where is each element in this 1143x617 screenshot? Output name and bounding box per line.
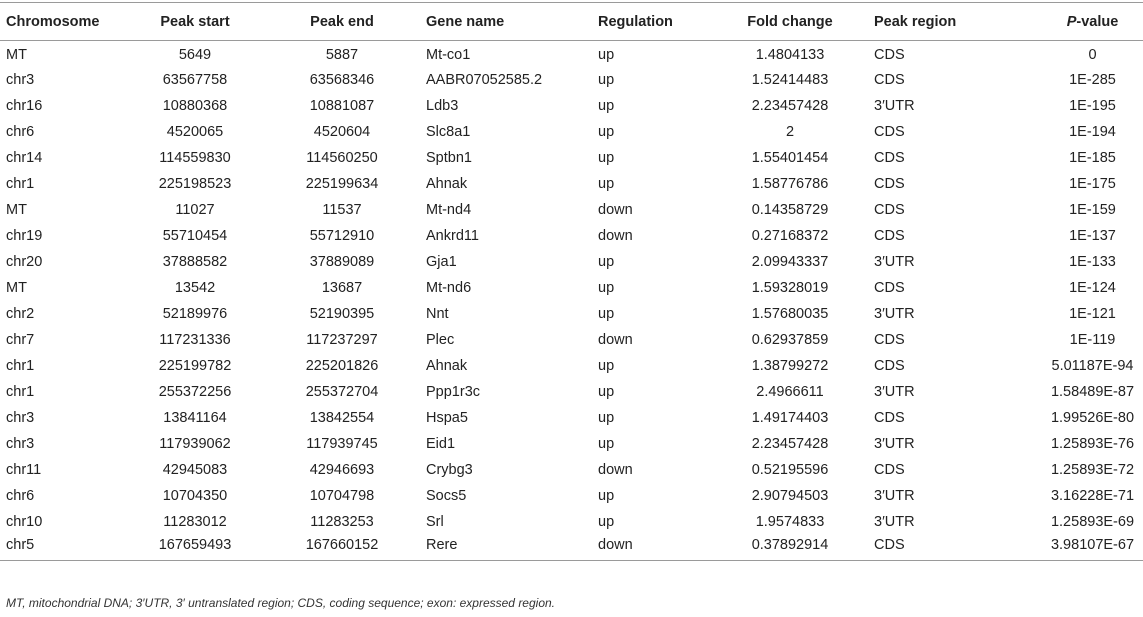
cell-chromosome: MT xyxy=(6,279,27,296)
cell-peak-end: 10704798 xyxy=(309,487,375,504)
header-fold-change: Fold change xyxy=(710,3,870,41)
cell-peak-region: CDS xyxy=(874,123,905,140)
cell-regulation: up xyxy=(598,175,615,192)
table-row xyxy=(0,379,1143,405)
cell-pvalue: 1E-185 xyxy=(1069,149,1116,166)
cell-fold-change: 2 xyxy=(785,123,795,140)
cell-regulation: up xyxy=(598,97,615,114)
cell-fold-change: 0.52195596 xyxy=(751,461,829,478)
cell-chromosome: chr14 xyxy=(6,149,43,166)
cell-peak-end: 11537 xyxy=(322,201,362,218)
cell-regulation: up xyxy=(598,409,615,426)
table-row xyxy=(0,457,1143,483)
cell-peak-end: 167660152 xyxy=(272,535,412,561)
cell-peak-end: 117237297 xyxy=(306,331,378,348)
cell-peak-end: 225201826 xyxy=(305,357,379,374)
cell-regulation: up xyxy=(598,305,615,322)
cell-gene-name: Srl xyxy=(426,513,444,530)
cell-chromosome: chr10 xyxy=(6,513,43,530)
cell-chromosome: chr1 xyxy=(6,357,35,374)
cell-peak-end: 225199634 xyxy=(305,175,379,192)
cell-peak-region: 3′UTR xyxy=(874,435,915,452)
header-chromosome: Chromosome xyxy=(0,3,118,41)
cell-peak-region: CDS xyxy=(874,357,905,374)
cell-regulation: down xyxy=(598,201,633,218)
cell-peak-end: 42946693 xyxy=(309,461,375,478)
cell-chromosome: chr1 xyxy=(6,175,35,192)
cell-fold-change: 2.4966611 xyxy=(756,383,824,400)
table-row xyxy=(0,301,1143,327)
cell-peak-end: 4520604 xyxy=(313,123,371,140)
cell-peak-region: 3′UTR xyxy=(874,383,915,400)
cell-regulation: down xyxy=(594,535,710,561)
cell-pvalue: 1E-119 xyxy=(1069,331,1116,348)
header-regulation: Regulation xyxy=(594,3,710,41)
cell-gene-name: Ankrd11 xyxy=(426,227,479,244)
cell-gene-name: Nnt xyxy=(426,305,449,322)
cell-peak-region: CDS xyxy=(874,149,905,166)
cell-peak-region: 3′UTR xyxy=(874,97,915,114)
cell-peak-end: 37889089 xyxy=(309,253,375,270)
cell-chromosome: chr11 xyxy=(6,461,42,478)
table-row xyxy=(0,249,1143,275)
cell-pvalue: 1.25893E-72 xyxy=(1050,461,1135,478)
cell-fold-change: 0.37892914 xyxy=(710,535,870,561)
cell-peak-region: CDS xyxy=(874,175,905,192)
cell-chromosome: chr3 xyxy=(6,435,35,452)
cell-peak-start: 37888582 xyxy=(162,253,228,270)
cell-peak-end: 5887 xyxy=(325,47,359,64)
table-row xyxy=(0,67,1143,93)
cell-peak-end: 10881087 xyxy=(309,97,375,114)
cell-peak-start: 55710454 xyxy=(162,227,228,244)
cell-gene-name: Eid1 xyxy=(426,435,456,452)
cell-chromosome: chr19 xyxy=(6,227,43,244)
cell-fold-change: 1.59328019 xyxy=(751,279,829,296)
cell-peak-region: CDS xyxy=(874,279,905,296)
cell-regulation: up xyxy=(598,149,615,166)
cell-peak-start: 11027 xyxy=(175,201,215,218)
cell-peak-region: 3′UTR xyxy=(874,253,915,270)
cell-peak-region: 3′UTR xyxy=(874,305,915,322)
header-pvalue xyxy=(1004,3,1143,41)
cell-regulation: up xyxy=(598,279,615,296)
cell-pvalue: 1E-285 xyxy=(1069,71,1116,88)
table-row xyxy=(0,405,1143,431)
cell-gene-name: Hspa5 xyxy=(426,409,468,426)
cell-peak-region: CDS xyxy=(874,227,905,244)
cell-peak-region: CDS xyxy=(870,535,1004,561)
cell-regulation: up xyxy=(598,123,615,140)
cell-regulation: up xyxy=(598,383,615,400)
cell-peak-region: CDS xyxy=(874,461,905,478)
table-row xyxy=(0,145,1143,171)
table-row xyxy=(0,431,1143,457)
cell-gene-name: Mt-nd4 xyxy=(426,201,472,218)
cell-peak-start: 63567758 xyxy=(162,71,228,88)
cell-gene-name: Mt-co1 xyxy=(426,47,471,64)
cell-peak-end: 11283253 xyxy=(310,513,374,530)
cell-gene-name: Slc8a1 xyxy=(426,123,471,140)
header-peak-start: Peak start xyxy=(118,3,272,41)
table-footnote: MT, mitochondrial DNA; 3′UTR, 3′ untranslated region; CDS, coding sequence; exon: expressed region. xyxy=(6,596,556,610)
cell-peak-end: 114560250 xyxy=(306,149,378,166)
header-peak-region: Peak region xyxy=(870,3,1004,41)
peaks-table xyxy=(0,2,1143,561)
cell-peak-end: 55712910 xyxy=(309,227,375,244)
cell-pvalue: 1E-124 xyxy=(1069,279,1116,296)
cell-peak-start: 114559830 xyxy=(159,149,231,166)
cell-peak-region: CDS xyxy=(874,47,905,64)
cell-chromosome: MT xyxy=(6,47,27,64)
cell-gene-name: Plec xyxy=(426,331,455,348)
table-row xyxy=(0,509,1143,535)
cell-pvalue: 1.25893E-69 xyxy=(1050,513,1135,530)
cell-fold-change: 1.55401454 xyxy=(751,149,829,166)
cell-peak-end: 63568346 xyxy=(309,71,375,88)
cell-pvalue: 1E-195 xyxy=(1069,97,1116,114)
cell-gene-name: Ldb3 xyxy=(426,97,459,114)
cell-regulation: up xyxy=(598,253,615,270)
table-header xyxy=(0,3,1143,41)
cell-regulation: up xyxy=(598,435,615,452)
cell-pvalue: 3.16228E-71 xyxy=(1050,487,1135,504)
cell-fold-change: 0.62937859 xyxy=(751,331,829,348)
table-row xyxy=(0,119,1143,145)
table-row xyxy=(0,275,1143,301)
cell-gene-name: Gja1 xyxy=(426,253,457,270)
cell-pvalue: 1E-121 xyxy=(1069,305,1116,322)
cell-fold-change: 1.57680035 xyxy=(751,305,829,322)
header-row xyxy=(0,3,1143,41)
cell-peak-region: CDS xyxy=(874,331,905,348)
header-pvalue-letter: P xyxy=(1066,13,1077,30)
cell-regulation: down xyxy=(598,461,633,478)
table-row xyxy=(0,171,1143,197)
table-row xyxy=(0,327,1143,353)
cell-gene-name: Sptbn1 xyxy=(426,149,472,166)
cell-gene-name: Crybg3 xyxy=(426,461,473,478)
cell-pvalue: 1E-137 xyxy=(1069,227,1116,244)
cell-regulation: down xyxy=(598,227,633,244)
cell-peak-end: 117939745 xyxy=(306,435,378,452)
cell-peak-end: 255372704 xyxy=(305,383,379,400)
cell-pvalue: 1E-175 xyxy=(1069,175,1116,192)
table-row xyxy=(0,223,1143,249)
cell-chromosome: chr16 xyxy=(6,97,43,114)
cell-pvalue: 1.58489E-87 xyxy=(1050,383,1135,400)
cell-chromosome: chr7 xyxy=(6,331,35,348)
cell-fold-change: 1.49174403 xyxy=(751,409,829,426)
cell-fold-change: 1.58776786 xyxy=(751,175,829,192)
cell-chromosome: chr6 xyxy=(6,123,35,140)
table-row xyxy=(0,41,1143,67)
cell-gene-name: Ahnak xyxy=(426,357,468,374)
cell-pvalue: 1E-194 xyxy=(1069,123,1116,140)
cell-gene-name: AABR07052585.2 xyxy=(426,71,543,88)
cell-peak-start: 10704350 xyxy=(162,487,228,504)
cell-peak-region: CDS xyxy=(874,71,905,88)
cell-fold-change: 2.09943337 xyxy=(751,253,829,270)
cell-fold-change: 2.23457428 xyxy=(751,435,829,452)
cell-peak-start: 167659493 xyxy=(118,535,272,561)
cell-peak-start: 11283012 xyxy=(163,513,227,530)
cell-chromosome: chr3 xyxy=(6,71,35,88)
cell-pvalue: 1E-133 xyxy=(1069,253,1116,270)
cell-chromosome: chr20 xyxy=(6,253,43,270)
header-pvalue-rest: -value xyxy=(1076,13,1119,30)
cell-fold-change: 2.23457428 xyxy=(751,97,829,114)
cell-peak-region: CDS xyxy=(874,201,905,218)
cell-peak-start: 52189976 xyxy=(162,305,228,322)
cell-gene-name: Rere xyxy=(412,535,594,561)
cell-pvalue: 0 xyxy=(1088,47,1097,64)
cell-gene-name: Ahnak xyxy=(426,175,468,192)
cell-pvalue: 5.01187E-94 xyxy=(1051,357,1134,374)
cell-peak-end: 13687 xyxy=(321,279,363,296)
cell-gene-name: Socs5 xyxy=(426,487,467,504)
cell-peak-start: 13841164 xyxy=(163,409,227,426)
header-peak-end: Peak end xyxy=(272,3,412,41)
cell-peak-region: CDS xyxy=(874,409,905,426)
cell-peak-start: 13542 xyxy=(174,279,216,296)
cell-regulation: up xyxy=(598,513,615,530)
cell-fold-change: 0.27168372 xyxy=(751,227,829,244)
cell-peak-start: 117231336 xyxy=(159,331,231,348)
cell-peak-start: 10880368 xyxy=(162,97,228,114)
cell-peak-region: 3′UTR xyxy=(874,513,915,530)
cell-chromosome: chr6 xyxy=(6,487,35,504)
table-body xyxy=(0,41,1143,561)
cell-regulation: up xyxy=(598,71,615,88)
cell-regulation: up xyxy=(598,47,615,64)
cell-fold-change: 1.38799272 xyxy=(751,357,829,374)
cell-chromosome: MT xyxy=(6,201,27,218)
cell-chromosome: chr3 xyxy=(6,409,35,426)
cell-chromosome: chr1 xyxy=(6,383,35,400)
cell-regulation: up xyxy=(598,487,615,504)
cell-chromosome: chr2 xyxy=(6,305,35,322)
cell-pvalue: 3.98107E-67 xyxy=(1004,535,1143,561)
cell-peak-start: 225199782 xyxy=(158,357,232,374)
cell-peak-start: 5649 xyxy=(178,47,212,64)
cell-fold-change: 1.4804133 xyxy=(755,47,825,64)
table-row xyxy=(0,353,1143,379)
cell-fold-change: 1.52414483 xyxy=(751,71,829,88)
cell-peak-end: 13842554 xyxy=(309,409,375,426)
cell-fold-change: 1.9574833 xyxy=(755,513,825,530)
cell-peak-start: 42945083 xyxy=(162,461,228,478)
header-gene-name: Gene name xyxy=(412,3,594,41)
cell-pvalue: 1.25893E-76 xyxy=(1050,435,1135,452)
cell-peak-end: 52190395 xyxy=(309,305,375,322)
cell-fold-change: 2.90794503 xyxy=(751,487,829,504)
cell-gene-name: Mt-nd6 xyxy=(426,279,472,296)
cell-peak-start: 225198523 xyxy=(158,175,232,192)
cell-pvalue: 1E-159 xyxy=(1069,201,1116,218)
cell-peak-start: 4520065 xyxy=(166,123,224,140)
cell-gene-name: Ppp1r3c xyxy=(426,383,481,400)
cell-peak-region: 3′UTR xyxy=(874,487,915,504)
table-row xyxy=(0,535,1143,561)
table-row xyxy=(0,197,1143,223)
cell-chromosome: chr5 xyxy=(0,535,118,561)
cell-regulation: down xyxy=(598,331,633,348)
cell-peak-start: 117939062 xyxy=(159,435,231,452)
cell-fold-change: 0.14358729 xyxy=(751,201,829,218)
cell-peak-start: 255372256 xyxy=(158,383,232,400)
cell-pvalue: 1.99526E-80 xyxy=(1050,409,1135,426)
table-row xyxy=(0,93,1143,119)
cell-regulation: up xyxy=(598,357,615,374)
table-row xyxy=(0,483,1143,509)
